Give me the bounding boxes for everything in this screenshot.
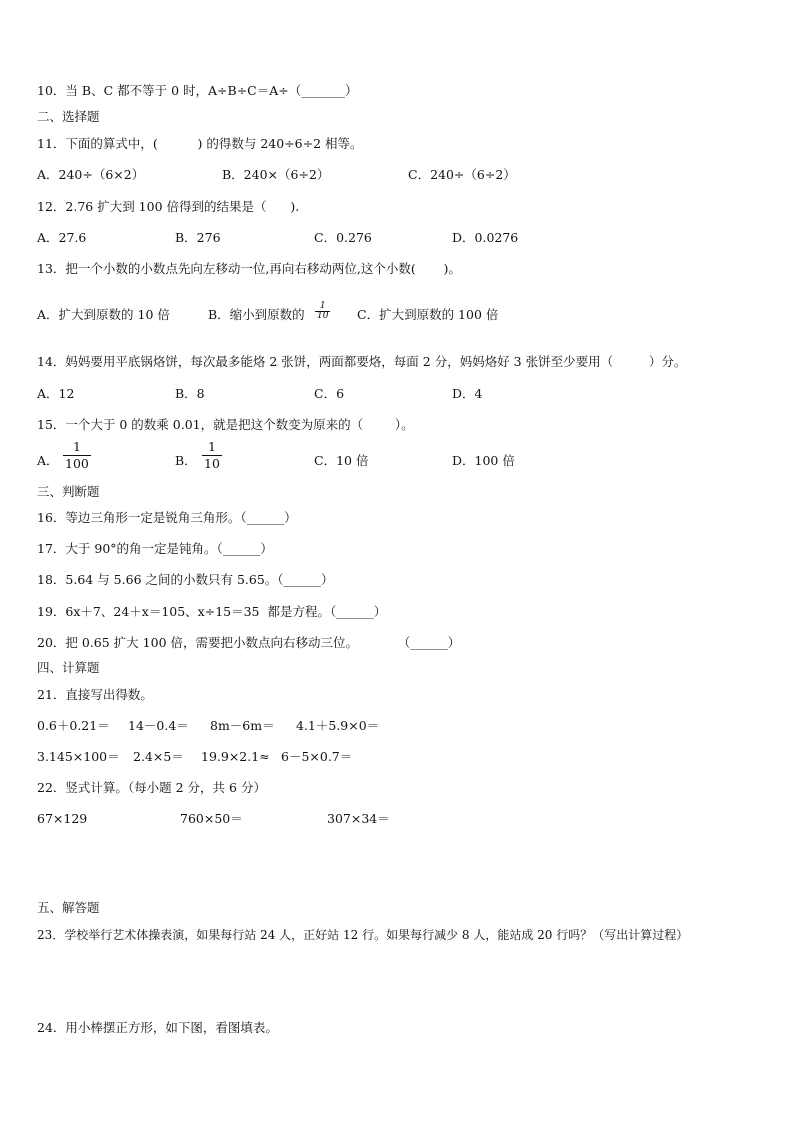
q12-option-c: C．0.276 — [314, 230, 372, 245]
q13-option-b: B．缩小到原数的 — [208, 307, 305, 322]
section-heading-calc: 四、计算题 — [37, 660, 100, 675]
q15-option-a: A． — [37, 453, 59, 468]
q11-option-b: B．240×（6÷2） — [222, 167, 330, 182]
section-heading-answer: 五、解答题 — [37, 900, 100, 915]
question-20: 20．把 0.65 扩大 100 倍，需要把小数点向右移动三位。 （______） — [37, 635, 461, 650]
question-19: 19．6x＋7、24＋x＝105、x÷15＝35 都是方程。（______） — [37, 604, 387, 619]
q14-option-d: D．4 — [452, 386, 483, 401]
q15-option-c: C．10 倍 — [314, 453, 369, 468]
question-11: 11．下面的算式中，( ) 的得数与 240÷6÷2 相等。 — [37, 136, 363, 151]
q15-option-a-fraction — [63, 440, 91, 471]
q13-fraction — [315, 302, 330, 321]
q11-option-c: C．240÷（6÷2） — [408, 167, 516, 182]
q21-item: 2.4×5＝ — [133, 749, 184, 764]
q13-option-a: A．扩大到原数的 10 倍 — [37, 307, 170, 322]
question-14: 14．妈妈要用平底锅烙饼，每次最多能烙 2 张饼，两面都要烙，每面 2 分，妈妈烙好 3 张饼至少要用（ ）分。 — [37, 354, 687, 369]
q21-item: 6－5×0.7＝ — [281, 749, 353, 764]
section-heading-choice: 二、选择题 — [37, 109, 100, 124]
section-heading-judge: 三、判断题 — [37, 484, 100, 499]
q15-option-b: B． — [175, 453, 197, 468]
fraction-denominator: 10 — [204, 456, 220, 471]
q12-option-a: A．27.6 — [37, 230, 87, 245]
question-17: 17．大于 90°的角一定是钝角。（______） — [37, 541, 273, 556]
q21-item: 8m－6m＝ — [210, 718, 275, 733]
question-16: 16．等边三角形一定是锐角三角形。（______） — [37, 510, 297, 525]
q15-option-d: D．100 倍 — [452, 453, 515, 468]
q21-item: 4.1＋5.9×0＝ — [296, 718, 380, 733]
question-15: 15．一个大于 0 的数乘 0.01，就是把这个数变为原来的（ ）。 — [37, 417, 414, 432]
q14-option-a: A．12 — [37, 386, 75, 401]
q12-option-b: B．276 — [175, 230, 221, 245]
q14-option-b: B．8 — [175, 386, 205, 401]
question-13: 13．把一个小数的小数点先向左移动一位,再向右移动两位,这个小数( )。 — [37, 261, 461, 276]
q15-option-b-fraction — [202, 440, 222, 471]
question-23: 23．学校举行艺术体操表演，如果每行站 24 人，正好站 12 行。如果每行减少 8 人，能站成 20 行吗？（写出计算过程） — [37, 928, 689, 942]
question-18: 18．5.64 与 5.66 之间的小数只有 5.65。（______） — [37, 572, 334, 587]
fraction-denominator: 10 — [317, 311, 329, 321]
fraction-numerator: 1 — [319, 301, 326, 311]
fraction-numerator: 1 — [72, 439, 81, 454]
q12-option-d: D．0.0276 — [452, 230, 519, 245]
q21-item: 14－0.4＝ — [128, 718, 189, 733]
q14-option-c: C．6 — [314, 386, 345, 401]
fraction-denominator: 100 — [65, 456, 89, 471]
q21-item: 0.6＋0.21＝ — [37, 718, 110, 733]
q22-item: 67×129 — [37, 811, 88, 826]
q13-option-c: C．扩大到原数的 100 倍 — [357, 307, 499, 322]
q11-option-a: A．240÷（6×2） — [37, 167, 145, 182]
q22-item: 307×34＝ — [327, 811, 390, 826]
q22-item: 760×50＝ — [180, 811, 243, 826]
question-24: 24．用小棒摆正方形，如下图，看图填表。 — [37, 1020, 278, 1035]
question-12: 12．2.76 扩大到 100 倍得到的结果是（ ). — [37, 199, 300, 214]
q21-item: 3.145×100＝ — [37, 749, 120, 764]
question-10: 10．当 B、C 都不等于 0 时，A÷B÷C＝A÷（_______） — [37, 83, 358, 98]
q21-item: 19.9×2.1≈ — [201, 749, 270, 764]
question-22: 22．竖式计算。（每小题 2 分，共 6 分） — [37, 780, 266, 795]
fraction-numerator: 1 — [207, 439, 216, 454]
question-21: 21．直接写出得数。 — [37, 687, 153, 702]
